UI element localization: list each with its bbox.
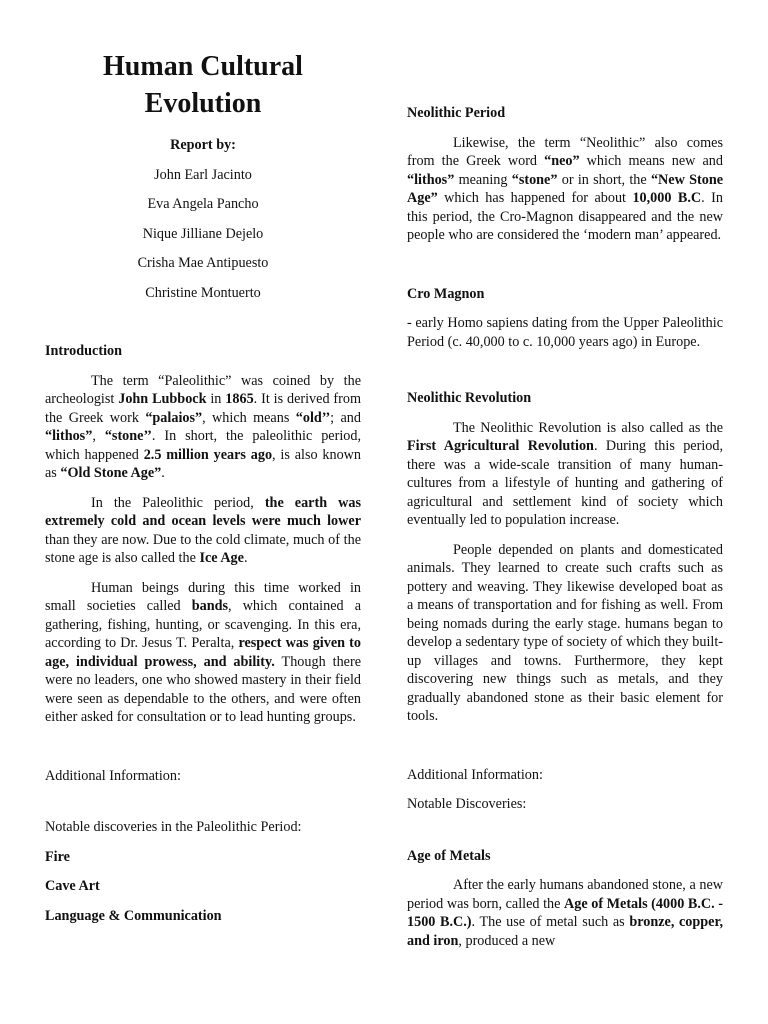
author-3: Nique Jilliane Dejelo	[142, 225, 264, 242]
author-4: Crisha Mae Antipuesto	[137, 255, 269, 271]
notable-discoveries-label-right: Notable Discoveries:	[407, 796, 527, 812]
title-line-1: Human Cultural	[103, 51, 303, 82]
author-2: Eva Angela Pancho	[147, 196, 259, 212]
discovery-language: Language & Communication	[45, 907, 222, 924]
additional-info-label-right: Additional Information:	[407, 766, 543, 783]
notable-discoveries-label: Notable discoveries in the Paleolithic Period:	[45, 819, 302, 835]
right-column	[407, 104, 723, 950]
discovery-fire: Fire	[45, 848, 70, 865]
neolithic-revolution-heading: Neolithic Revolution	[407, 390, 532, 406]
left-column	[45, 48, 361, 925]
additional-info-label: Additional Information:	[45, 767, 181, 784]
discovery-cave-art: Cave Art	[45, 878, 100, 894]
revolution-paragraph-1: The Neolithic Revolution is also called as the First Agricultural Revolution. During this period, there was a wide-scale transition of many human-cultures from a lifestyle of hunting and gathering of agricultural and settlement kind of society which eventually led to population increase.	[407, 419, 723, 528]
age-of-metals-heading: Age of Metals	[407, 847, 491, 864]
cro-magnon-heading: Cro Magnon	[407, 285, 485, 302]
title-line-2: Evolution	[144, 88, 262, 119]
age-of-metals-paragraph: After the early humans abandoned stone, a new period was born, called the Age of Metals (4000 B.C. - 1500 B.C.). The use of metal such as bronze, copper, and iron, produced a new	[407, 877, 723, 949]
revolution-paragraph-2: People depended on plants and domesticated animals. They learned to create such crafts such as pottery and weaving. They likewise developed boat as a means of transportation and for fishing as well. From being nomads during the early stage. humans began to develop a sedentary type of society of which they built-up villages and towns. Furthermore, they kept discovering new things such as metals, and they gradually abandoned stone as their basic element for tools.	[407, 541, 723, 724]
report-by-label: Report by:	[170, 137, 236, 153]
cro-magnon-text: - early Homo sapiens dating from the Upper Paleolithic Period (c. 40,000 to c. 10,000 years ago) in Europe.	[407, 315, 723, 350]
neolithic-period-heading: Neolithic Period	[407, 105, 506, 121]
intro-paragraph-1: The term “Paleolithic” was coined by the archeologist John Lubbock in 1865. It is derived from the Greek work “palaios”, which means “old’’; and “lithos”, “stone’’. In short, the paleolithic period, which happened 2.5 million years ago, is also known as “Old Stone Age”.	[45, 372, 361, 481]
neolithic-paragraph: Likewise, the term “Neolithic” also comes from the Greek word “neo” which means new and “lithos” meaning “stone” or in short, the “New Stone Age” which has happened for about 10,000 B.C. In this period, the Cro-Magnon disappeared and the new people who are considered the ‘modern man’ appeared.	[407, 134, 724, 243]
intro-paragraph-2: In the Paleolithic period, the earth was extremely cold and ocean levels were much lower than they are now. Due to the cold climate, much of the stone age is also called the Ice Age.	[45, 494, 362, 566]
document-title	[45, 48, 361, 122]
author-1: John Earl Jacinto	[154, 166, 252, 183]
introduction-heading: Introduction	[45, 343, 122, 359]
author-5: Christine Montuerto	[145, 284, 261, 301]
intro-paragraph-3: Human beings during this time worked in small societies called bands, which contained a gathering, fishing, hunting, or scavenging. In this era, according to Dr. Jesus T. Peralta, respect was given to age, individual prowess, and ability. Though there were no leaders, one who showed mastery in their field were seen as dependable to the others, and were often either asked for consultation or to lead hunting groups.	[45, 579, 361, 725]
